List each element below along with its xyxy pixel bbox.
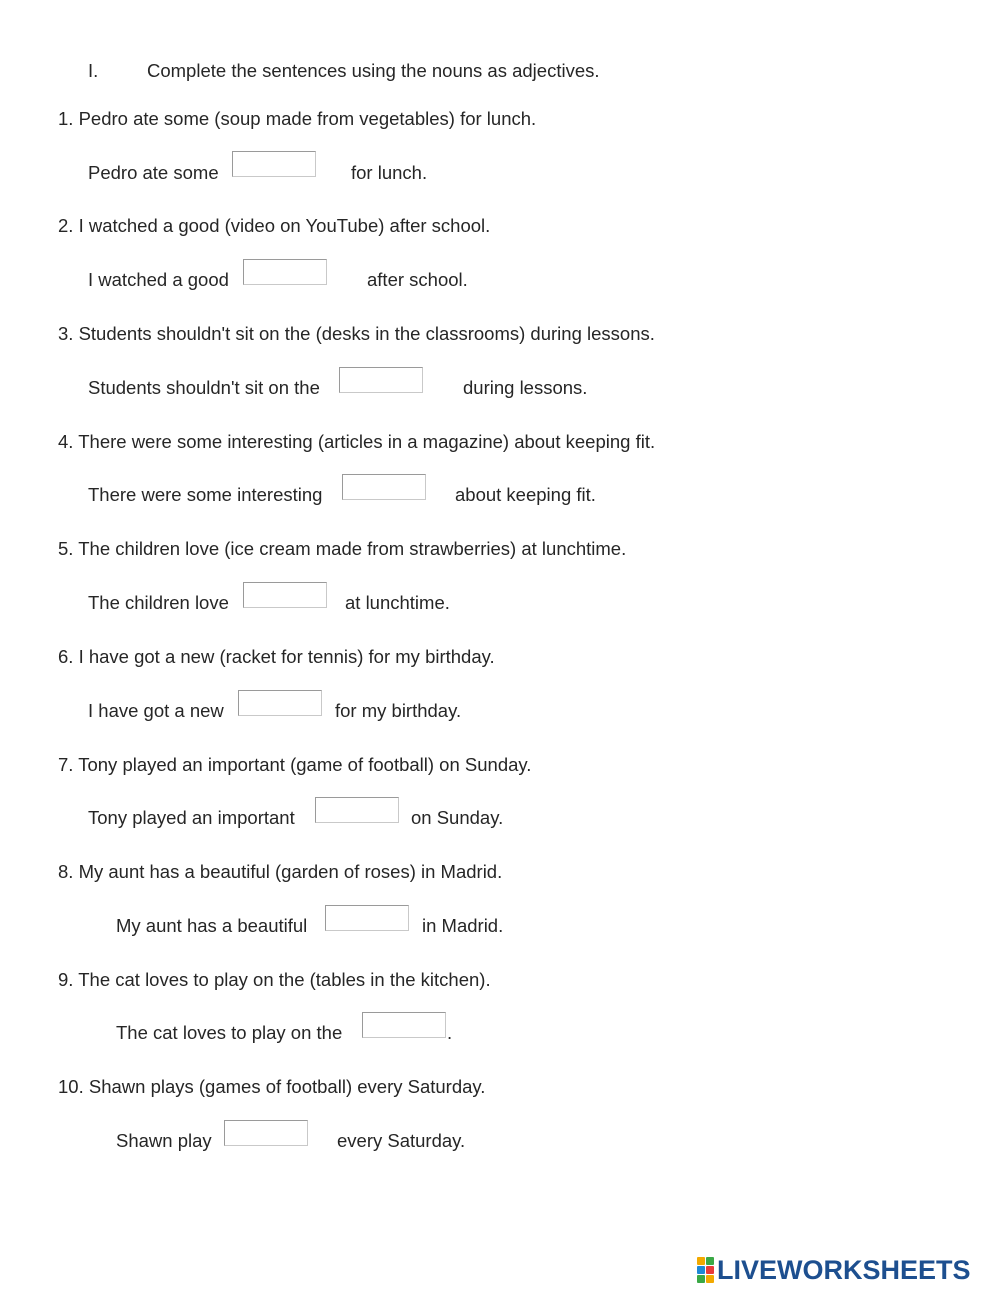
answer-field-1[interactable] <box>232 151 316 177</box>
liveworksheets-mark-icon <box>697 1257 714 1283</box>
answer-after-text: in Madrid. <box>422 915 504 936</box>
answer-before-text: I watched a good <box>88 269 229 290</box>
answer-before-text: My aunt has a beautiful <box>116 915 308 936</box>
answer-field-6[interactable] <box>238 690 322 716</box>
answer-before-text: There were some interesting <box>88 484 323 505</box>
answer-field-8[interactable] <box>325 905 409 931</box>
liveworksheets-logo <box>697 1254 971 1286</box>
answer-field-2[interactable] <box>243 259 327 285</box>
instruction-text: Complete the sentences using the nouns as adjectives. <box>147 60 600 81</box>
answer-before-text: Shawn play <box>116 1130 212 1151</box>
logo-mark-square <box>697 1266 705 1274</box>
answer-field-5[interactable] <box>243 582 327 608</box>
answer-after-text: for my birthday. <box>335 700 462 721</box>
answer-field-7[interactable] <box>315 797 399 823</box>
item-prompt: 7. Tony played an important (game of football) on Sunday. <box>58 754 532 775</box>
answer-after-text: about keeping fit. <box>455 484 596 505</box>
liveworksheets-wordmark: LIVEWORKSHEETS <box>717 1254 971 1285</box>
item-prompt: 2. I watched a good (video on YouTube) after school. <box>58 215 491 236</box>
answer-before-text: I have got a new <box>88 700 224 721</box>
answer-after-text: after school. <box>367 269 468 290</box>
answer-field-4[interactable] <box>342 474 426 500</box>
answer-before-text: The children love <box>88 592 229 613</box>
item-prompt: 1. Pedro ate some (soup made from vegetables) for lunch. <box>58 108 537 129</box>
answer-before-text: The cat loves to play on the <box>116 1022 343 1043</box>
answer-after-text: . <box>447 1022 453 1043</box>
logo-mark-square <box>697 1257 705 1265</box>
answer-after-text: every Saturday. <box>337 1130 466 1151</box>
logo-mark-square <box>706 1257 714 1265</box>
answer-field-9[interactable] <box>362 1012 446 1038</box>
logo-mark-square <box>697 1275 705 1283</box>
item-prompt: 6. I have got a new (racket for tennis) for my birthday. <box>58 646 495 667</box>
answer-before-text: Students shouldn't sit on the <box>88 377 320 398</box>
answer-after-text: for lunch. <box>351 162 428 183</box>
answer-field-10[interactable] <box>224 1120 308 1146</box>
item-prompt: 10. Shawn plays (games of football) every Saturday. <box>58 1076 486 1097</box>
answer-after-text: on Sunday. <box>411 807 504 828</box>
item-prompt: 3. Students shouldn't sit on the (desks in the classrooms) during lessons. <box>58 323 655 344</box>
answer-before-text: Pedro ate some <box>88 162 219 183</box>
item-prompt: 5. The children love (ice cream made from strawberries) at lunchtime. <box>58 538 627 559</box>
logo-mark-square <box>706 1275 714 1283</box>
item-prompt: 8. My aunt has a beautiful (garden of roses) in Madrid. <box>58 861 503 882</box>
answer-before-text: Tony played an important <box>88 807 295 828</box>
item-prompt: 9. The cat loves to play on the (tables in the kitchen). <box>58 969 491 990</box>
logo-mark-square <box>706 1266 714 1274</box>
answer-after-text: during lessons. <box>463 377 588 398</box>
instruction-numeral: I. <box>88 60 99 81</box>
item-prompt: 4. There were some interesting (articles in a magazine) about keeping fit. <box>58 431 656 452</box>
answer-field-3[interactable] <box>339 367 423 393</box>
answer-after-text: at lunchtime. <box>345 592 450 613</box>
